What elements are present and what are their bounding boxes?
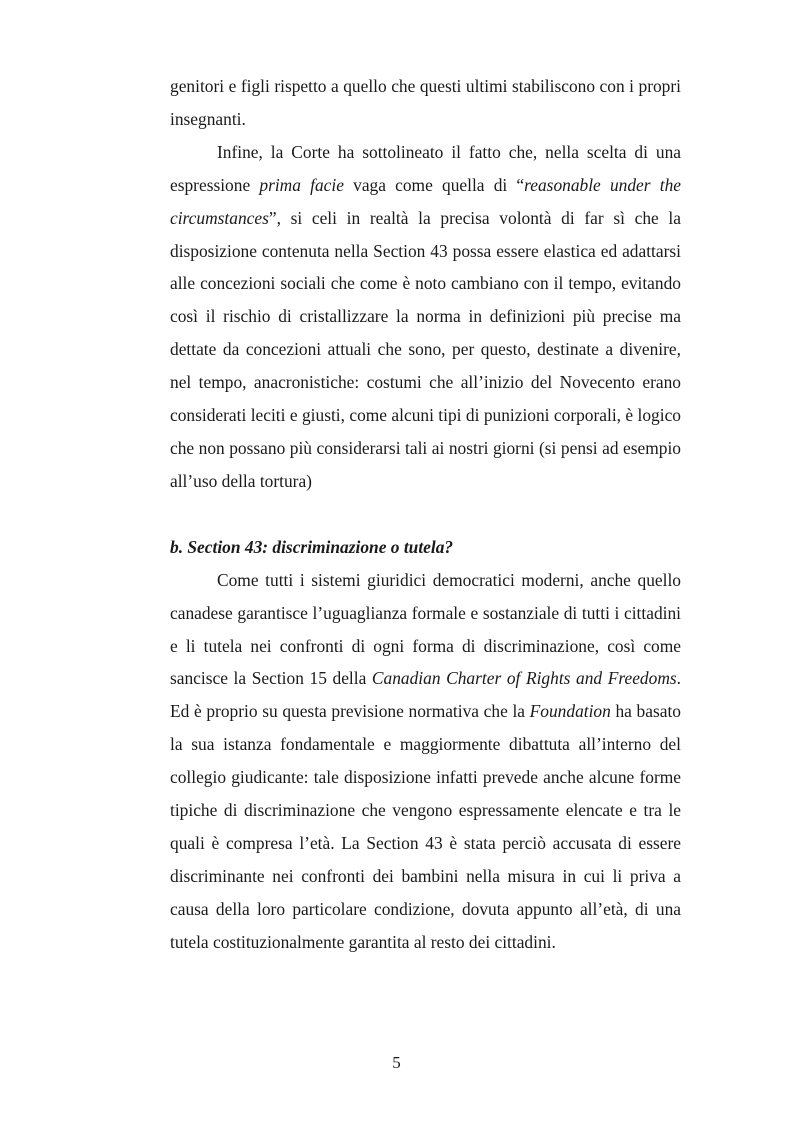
italic-term: Foundation — [529, 701, 611, 722]
paragraph-text: Infine, la Corte ha sottolineato il fatto che, nella scelta di una espressione — [170, 141, 681, 195]
document-page — [170, 70, 681, 959]
italic-term: reasonable under the circumstances — [170, 174, 681, 228]
italic-term: prima facie — [259, 174, 344, 195]
paragraph-corte — [170, 136, 681, 498]
paragraph-discriminazione — [170, 564, 681, 959]
page-number: 5 — [392, 1053, 401, 1072]
paragraph-text: Come tutti i sistemi giuridici democratici moderni, anche quello canadese garantisce l’uguaglianza formale e sostanziale di tutti i cittadini e li tutela nei confronti di ogni forma di discriminazione, così come sancisce la Section 15 della — [170, 569, 681, 689]
paragraph-text: ha basato la sua istanza fondamentale e maggiormente dibattuta all’interno del collegio giudicante: tale disposizione infatti prevede anche alcune forme tipiche di discriminazione che vengono espressamente elencate e tra le quali è compresa l’età. La Section 43 è stata perciò accusata di essere discriminante nei confronti dei bambini nella misura in cui li priva a causa della loro particolare condizione, dovuta appunto all’età, di una tutela costituzionalmente garantita al resto dei cittadini. — [170, 701, 681, 952]
section-heading: b. Section 43: discriminazione o tutela? — [170, 536, 454, 557]
paragraph-continuation: genitori e figli rispetto a quello che questi ultimi stabiliscono con i propri insegnanti. — [170, 76, 681, 129]
paragraph-text: vaga come quella di “ — [343, 174, 525, 195]
paragraph-text: . Ed è proprio su questa previsione normativa che la — [170, 668, 681, 722]
paragraph-text: ”, si celi in realtà la precisa volontà di far sì che la disposizione contenuta nella Section 43 possa essere elastica ed adattarsi alle concezioni sociali che come è noto cambiano con il tempo, evitando così il rischio di cristallizzare la norma in definizioni più precise ma dettate da concezioni attuali che sono, per questo, destinate a divenire, nel tempo, anacronistiche: costumi che all’inizio del Novecento erano considerati leciti e giusti, come alcuni tipi di punizioni corporali, è logico che non possano più considerarsi tali ai nostri giorni (si pensi ad esempio all’uso della tortura) — [170, 207, 681, 491]
italic-term: Canadian Charter of Rights and Freedoms — [371, 668, 677, 689]
